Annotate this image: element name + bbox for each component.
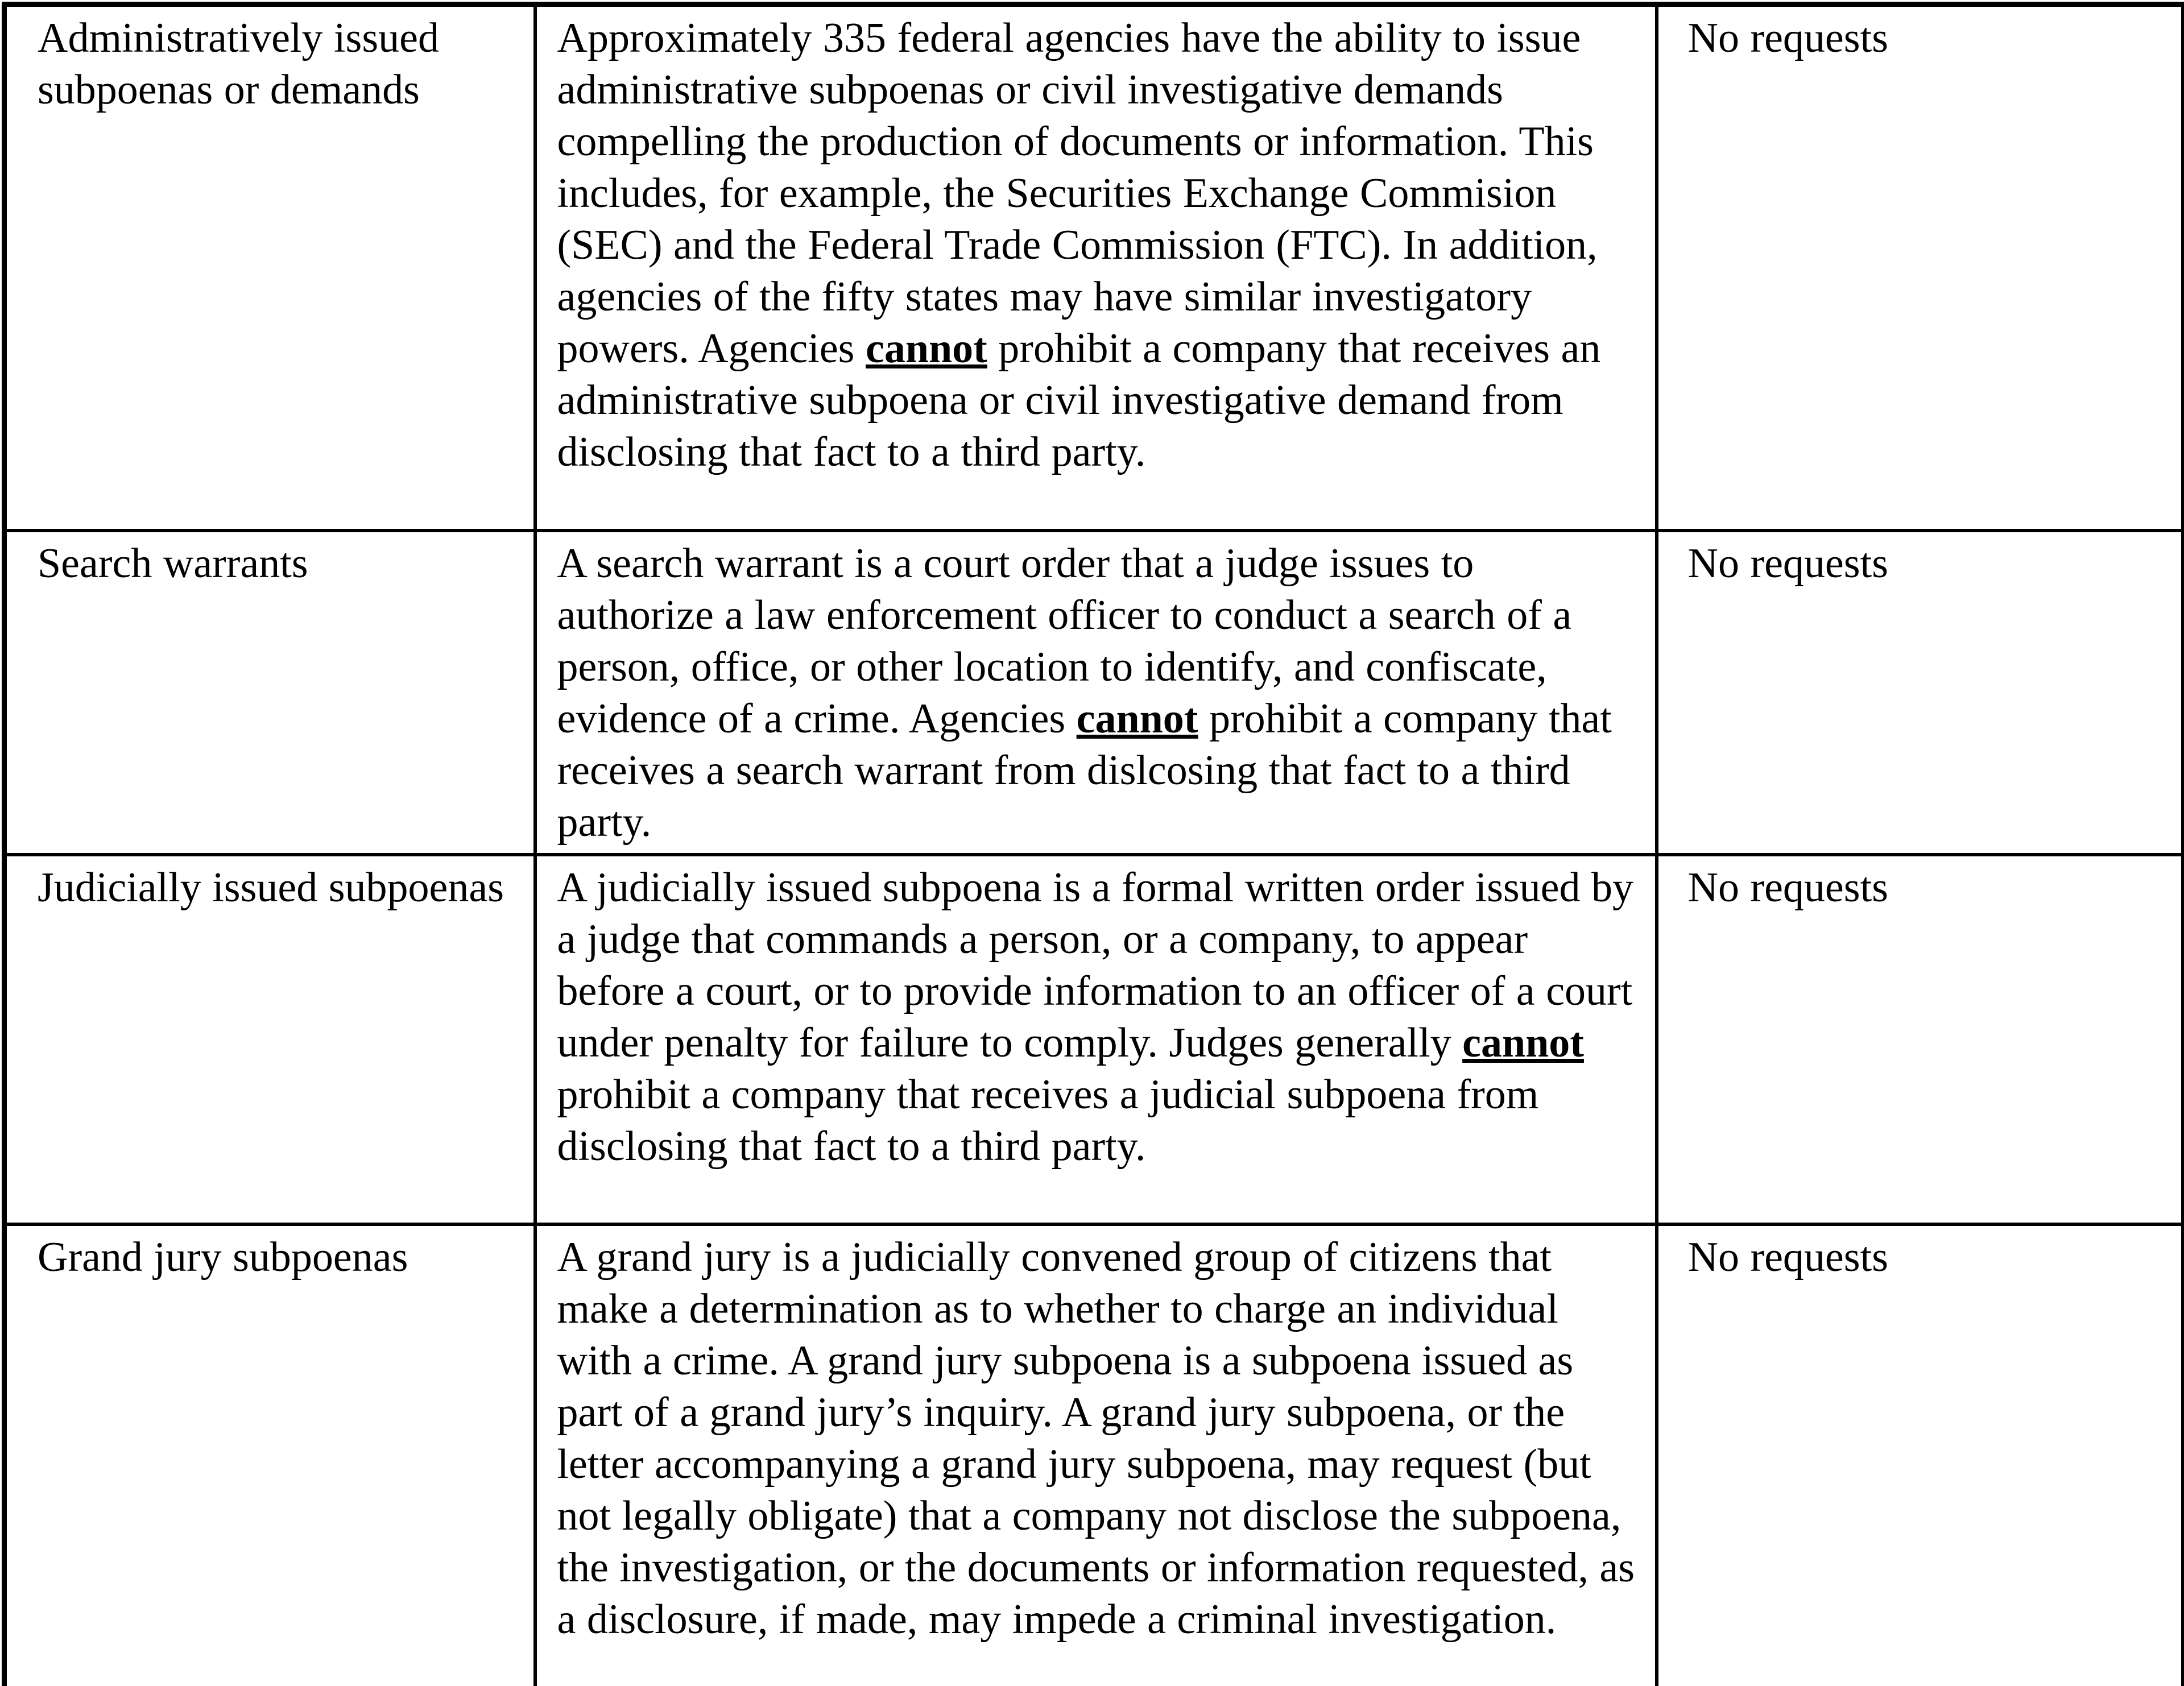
description-emphasis: cannot bbox=[865, 325, 987, 372]
description-text: A search warrant is a court order that a judge issues to authorize a law enforcement officer to conduct a search of a person, office, or other location to identify, and confiscate, evidence of a crime. Agencies bbox=[557, 540, 1572, 742]
process-description-cell bbox=[535, 1224, 1657, 1686]
description-emphasis: cannot bbox=[1076, 695, 1198, 742]
legal-process-table bbox=[2, 2, 2184, 1686]
process-description-cell bbox=[535, 531, 1657, 855]
table-row bbox=[5, 531, 2184, 855]
table-row bbox=[5, 1224, 2184, 1686]
requests-value: No requests bbox=[1687, 540, 1888, 587]
description-text: prohibit a company that receives a search warrant from dislcosing that fact to a third party. bbox=[557, 695, 1612, 846]
requests-cell bbox=[1657, 5, 2184, 531]
process-type-cell bbox=[5, 1224, 535, 1686]
requests-cell bbox=[1657, 855, 2184, 1224]
process-type-label: Administratively issued subpoenas or demands bbox=[38, 15, 439, 113]
table-row bbox=[5, 855, 2184, 1224]
requests-value: No requests bbox=[1687, 15, 1888, 61]
description-emphasis: cannot bbox=[1462, 1019, 1584, 1066]
process-type-label: Grand jury subpoenas bbox=[38, 1233, 408, 1281]
process-type-cell bbox=[5, 531, 535, 855]
requests-cell bbox=[1657, 1224, 2184, 1686]
requests-cell bbox=[1657, 531, 2184, 855]
process-description-cell bbox=[535, 5, 1657, 531]
process-type-cell bbox=[5, 855, 535, 1224]
process-description-cell bbox=[535, 855, 1657, 1224]
description-text: A grand jury is a judicially convened group of citizens that make a determination as to whether to charge an individual with a crime. A grand jury subpoena is a subpoena issued as part of a grand jury’s inquiry. A grand jury subpoena, or the letter accompanying a grand jury subpoena, may request (but not legally obligate) that a company not disclose the subpoena, the investigation, or the documents or information requested, as a disclosure, if made, may impede a criminal investigation. bbox=[557, 1233, 1635, 1643]
process-type-label: Search warrants bbox=[38, 540, 308, 587]
process-type-cell bbox=[5, 5, 535, 531]
description-text: prohibit a company that receives an administrative subpoena or civil investigative demand from disclosing that fact to a third party. bbox=[557, 325, 1601, 475]
table-row bbox=[5, 5, 2184, 531]
description-text: Approximately 335 federal agencies have the ability to issue administrative subpoenas or civil investigative demands compelling the production of documents or information. This includes, for example, the Securities Exchange Commision (SEC) and the Federal Trade Commission (FTC). In addition, agencies of the fifty states may have similar investigatory powers. Agencies bbox=[557, 15, 1598, 372]
requests-value: No requests bbox=[1687, 1233, 1888, 1281]
requests-value: No requests bbox=[1687, 864, 1888, 911]
description-text: prohibit a company that receives a judicial subpoena from disclosing that fact to a third party. bbox=[557, 1071, 1539, 1170]
process-type-label: Judicially issued subpoenas bbox=[38, 864, 504, 911]
description-text: A judicially issued subpoena is a formal written order issued by a judge that commands a person, or a company, to appear before a court, or to provide information to an officer of a court under penalty for failure to comply. Judges generally bbox=[557, 864, 1634, 1066]
